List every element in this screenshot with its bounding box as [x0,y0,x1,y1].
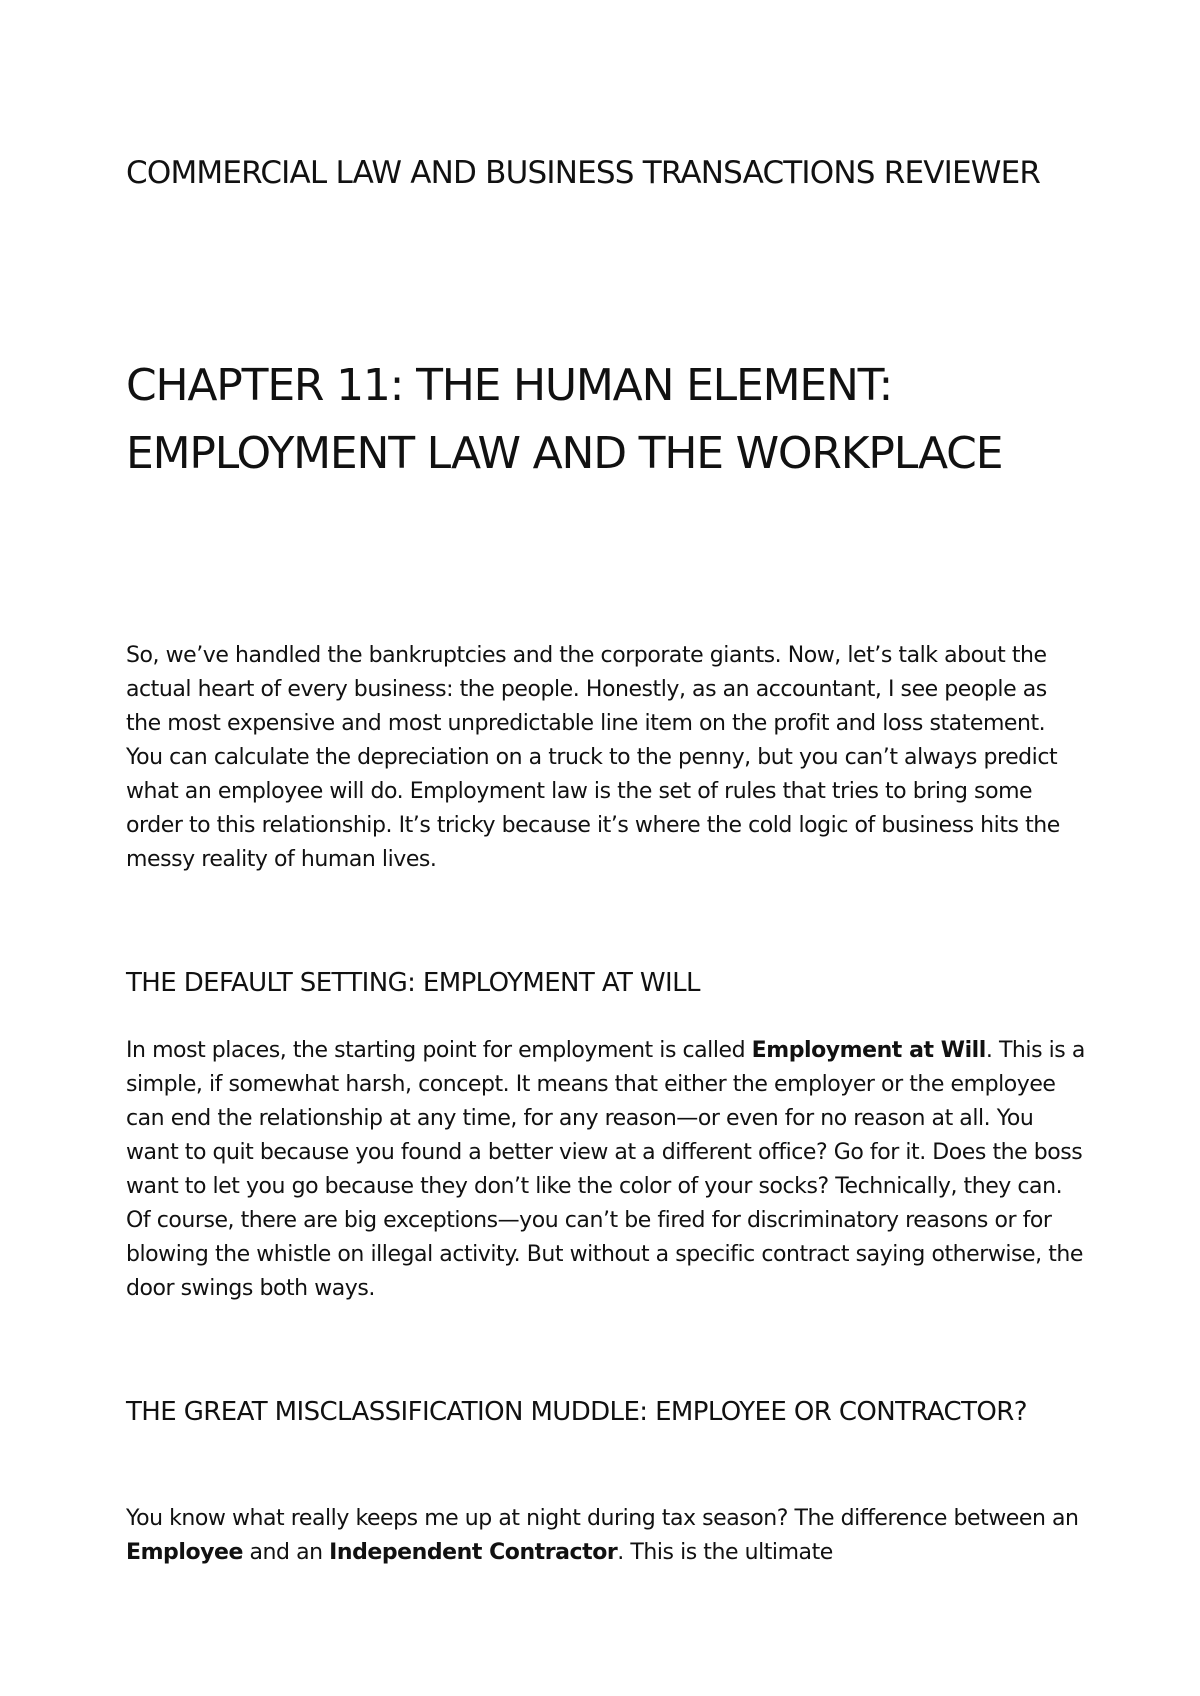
paragraph-text: In most places, the starting point for employment is called [126,1038,752,1063]
paragraph-text: . This is the ultimate [617,1540,833,1565]
employment-at-will-paragraph [126,1034,1086,1306]
intro-paragraph: So, we’ve handled the bankruptcies and the corporate giants. Now, let’s talk about the actual heart of every business: the people. Honestly, as an accountant, I see people as the most expensive and most unpredictable line item on the profit and loss statement. You can calculate the depreciation on a truck to the penny, but you can’t always predict what an employee will do. Employment law is the set of rules that tries to bring some order to this relationship. It’s tricky because it’s where the cold logic of business hits the messy reality of human lives. [126,643,1060,872]
section-heading-misclassification: THE GREAT MISCLASSIFICATION MUDDLE: EMPLOYEE OR CONTRACTOR? [126,1397,1027,1427]
chapter-title: CHAPTER 11: THE HUMAN ELEMENT: EMPLOYMENT LAW AND THE WORKPLACE [126,360,1003,479]
bold-term-independent-contractor: Independent Contractor [329,1540,618,1565]
bold-term-employment-at-will: Employment at Will [751,1038,986,1063]
paragraph-text: You know what really keeps me up at night during tax season? The difference between an [126,1506,1079,1531]
misclassification-paragraph [126,1502,1086,1570]
document-title: COMMERCIAL LAW AND BUSINESS TRANSACTIONS REVIEWER [126,155,1041,191]
paragraph-text: . This is a simple, if somewhat harsh, concept. It means that either the employer or the employee can end the relationship at any time, for any reason—or even for no reason at all. You want to quit because you found a better view at a different office? Go for it. Does the boss want to let you go because they don’t like the color of your socks? Technically, they can. Of course, there are big exceptions—you can’t be fired for discriminatory reasons or for blowing the whistle on illegal activity. But without a specific contract saying otherwise, the door swings both ways. [126,1038,1085,1301]
bold-term-employee: Employee [126,1540,243,1565]
paragraph-text: and an [242,1540,330,1565]
section-heading-employment-at-will: THE DEFAULT SETTING: EMPLOYMENT AT WILL [126,968,700,998]
